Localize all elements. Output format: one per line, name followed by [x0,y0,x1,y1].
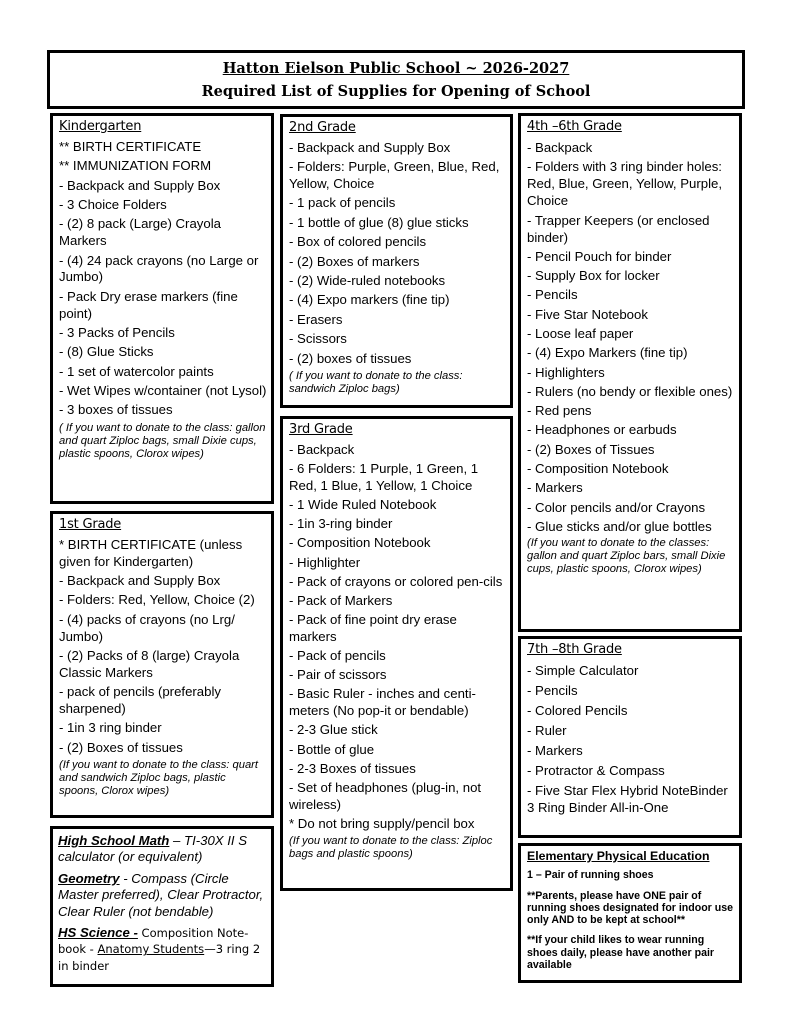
grade1-note: (If you want to donate to the class: quart and sandwich Ziploc bags, plastic spoons, Clorox wipes) [59,759,259,798]
supply-item: * Do not bring supply/pencil box [289,815,475,831]
hs-science-text: Composition Note-book - [58,926,249,957]
supply-item: - Folders with 3 ring binder holes: Red, Blue, Green, Yellow, Purple, Choice [527,159,723,209]
supply-item: - Glue sticks and/or glue bottles [527,518,712,534]
kindergarten-list [59,139,267,419]
supply-item: - Highlighters [527,364,605,380]
supply-item: - 1 set of watercolor paints [59,363,214,379]
supply-item: ** BIRTH CERTIFICATE [59,138,202,154]
supply-item: - 1 Wide Ruled Notebook [289,496,437,512]
supply-item: - (8) Glue Sticks [59,344,154,360]
supply-item: - Supply Box for locker [527,268,660,284]
kindergarten-box [50,113,274,504]
supply-item: - Pencil Pouch for binder [527,248,672,264]
supply-item: - Composition Notebook [527,461,669,477]
grade7to8-heading: 7th –8th Grade [527,642,622,657]
supply-item: - Pack Dry erase markers (fine point) [59,288,238,321]
supply-item: - Backpack and Supply Box [59,177,221,193]
hs-math-label: High School Math [58,833,170,848]
hs-anatomy-label: Anatomy Students [97,942,205,957]
supply-item: * BIRTH CERTIFICATE (unless given for Kindergarten) [59,536,243,569]
grade1-heading: 1st Grade [59,517,122,532]
supply-item: - Five Star Notebook [527,306,648,322]
supply-item: - 1in 3-ring binder [289,516,393,532]
supply-item: - Scissors [289,331,347,347]
supply-item: - (2) Boxes of tissues [59,739,183,755]
supply-item: - Folders: Red, Yellow, Choice (2) [59,592,255,608]
supply-item: - Colored Pencils [527,702,628,718]
supply-item: - Markers [527,480,583,496]
hs-geometry-line [58,871,266,920]
supply-item: - 1 bottle of glue (8) glue sticks [289,214,469,230]
supply-item: - Highlighter [289,554,361,570]
supply-item: - 2-3 Boxes of tissues [289,760,416,776]
supply-item: - Ruler [527,722,567,738]
supply-item: - Trapper Keepers (or enclosed binder) [527,212,710,245]
pe-line-3: **If your child likes to wear running shoes daily, please have another pair available [527,934,715,972]
supply-item: - Simple Calculator [527,662,639,678]
page-title: Hatton Eielson Public School ~ 2026-2027 [222,60,570,77]
supply-item: - Bottle of glue [289,741,375,757]
supply-item: - Backpack [527,139,593,155]
grade3-note: (If you want to donate to the class: Ziploc bags and plastic spoons) [289,835,493,861]
pe-heading: Elementary Physical Education [527,849,710,863]
grade1-box [50,511,274,818]
supply-item: - (4) Expo Markers (fine tip) [527,345,688,361]
grade1-list [59,537,267,757]
supply-item: - Pack of Markers [289,592,393,608]
supply-item: ** IMMUNIZATION FORM [59,158,212,174]
supply-item: - (2) boxes of tissues [289,350,412,366]
supply-item: - Loose leaf paper [527,326,634,342]
hs-science-line [58,925,266,974]
grade2-box [280,114,513,408]
grade2-list [289,140,506,368]
supply-item: - Pack of fine point dry erase markers [289,612,457,644]
pe-line-1: 1 – Pair of running shoes [527,869,654,882]
pe-line-2: **Parents, please have ONE pair of running shoes designated for indoor use only AND to be kept at school** [527,889,734,927]
supply-item: - Basic Ruler - inches and centi-meters (No pop-it or bendable) [289,686,476,719]
supply-item: - 3 Packs of Pencils [59,324,175,340]
grade4to6-note: (If you want to donate to the classes: gallon and quart Ziploc bars, small Dixie cups, plastic spoons, Clorox wipes) [527,537,726,576]
supply-item: - Markers [527,742,583,758]
grade4to6-heading: 4th –6th Grade [527,119,622,134]
hs-math-text: – TI-30X II S calculator (or equivalent) [58,833,248,865]
supply-item: - 3 boxes of tissues [59,402,173,418]
hs-geometry-text: - Compass (Circle Master preferred), Clear Protractor, Clear Ruler (not bendable) [58,870,264,919]
supply-item: - Five Star Flex Hybrid NoteBinder 3 Ring Binder All-in-One [527,782,728,816]
supply-item: - Box of colored pencils [289,234,427,250]
supply-item: - Backpack [289,441,355,457]
header-box [47,50,745,109]
supply-item: - Red pens [527,403,592,419]
supply-item: - Pack of pencils [289,648,386,664]
supply-item: - Color pencils and/or Crayons [527,499,706,515]
supply-item: - Backpack and Supply Box [289,139,451,155]
supply-item: - Composition Notebook [289,535,431,551]
supply-item: - Rulers (no bendy or flexible ones) [527,383,733,399]
grade3-heading: 3rd Grade [289,422,353,437]
hs-science-label: HS Science - [58,925,138,941]
pe-box [518,843,742,983]
grade3-box [280,416,513,891]
page-subtitle: Required List of Supplies for Opening of School [201,83,591,100]
grade2-heading: 2nd Grade [289,120,356,135]
supply-item: - Folders: Purple, Green, Blue, Red, Yellow, Choice [289,159,500,191]
supply-item: - 2-3 Glue stick [289,722,378,738]
highschool-box [50,826,274,987]
supply-item: - (4) 24 pack crayons (no Large or Jumbo) [59,252,259,285]
supply-item: - Pencils [527,682,578,698]
supply-item: - Wet Wipes w/container (not Lysol) [59,383,267,399]
supply-item: - pack of pencils (preferably sharpened) [59,684,221,716]
kindergarten-heading: Kindergarten [59,119,142,134]
supply-item: - (4) packs of crayons (no Lrg/ Jumbo) [59,611,235,644]
supply-item: - 1 pack of pencils [289,195,396,211]
grade7to8-box [518,636,742,838]
supply-item: - (4) Expo markers (fine tip) [289,292,450,308]
kindergarten-note: ( If you want to donate to the class: gallon and quart Ziploc bags, small Dixie cups, plastic spoons, Clorox wipes) [59,421,266,460]
supply-item: - 3 Choice Folders [59,196,167,212]
supply-item: - 1in 3 ring binder [59,720,162,736]
supply-item: - Headphones or earbuds [527,422,677,438]
grade2-note: ( If you want to donate to the class: sandwich Ziploc bags) [289,369,463,395]
grade3-list [289,442,506,833]
supply-item: - (2) Packs of 8 (large) Crayola Classic Markers [59,647,240,680]
supply-item: - Pack of crayons or colored pen-cils [289,573,503,589]
grade4to6-list [527,139,735,535]
supply-item: - Set of headphones (plug-in, not wireless) [289,780,482,812]
supply-item: - Pencils [527,287,578,303]
supply-item: - Backpack and Supply Box [59,572,221,588]
supply-item: - (2) Boxes of Tissues [527,441,655,457]
hs-anatomy-text: —3 ring 2 in binder [58,942,261,973]
grade4to6-box [518,113,742,632]
supply-item: - (2) Boxes of markers [289,253,420,269]
supply-item: - (2) Wide-ruled notebooks [289,272,446,288]
hs-geometry-label: Geometry [58,870,120,886]
hs-math-line [58,833,266,866]
supply-item: - Erasers [289,311,343,327]
supply-item: - Protractor & Compass [527,762,665,778]
supply-item: - Pair of scissors [289,667,387,683]
supply-item: - (2) 8 pack (Large) Crayola Markers [59,216,221,249]
supply-item: - 6 Folders: 1 Purple, 1 Green, 1 Red, 1 Blue, 1 Yellow, 1 Choice [289,460,479,493]
grade7to8-list [527,662,735,817]
